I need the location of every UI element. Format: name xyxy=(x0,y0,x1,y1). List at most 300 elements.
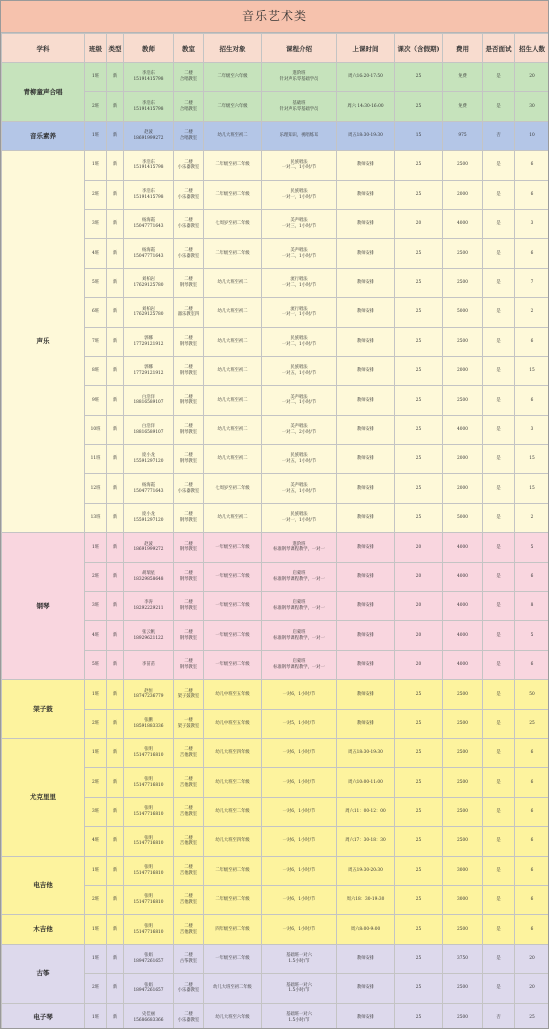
fee-cell: 4000 xyxy=(443,533,483,562)
class-cell: 12班 xyxy=(85,474,107,503)
type-cell: 新 xyxy=(107,268,124,297)
teacher-cell-line: 17729121912 xyxy=(133,371,164,377)
time-cell: 教师安排 xyxy=(337,180,395,209)
time-cell: 教师安排 xyxy=(337,327,395,356)
room-cell xyxy=(174,797,204,826)
teacher-cell-line: 赵波 xyxy=(144,130,153,136)
fee-cell: 2500 xyxy=(443,738,483,767)
intro-cell-line: 基础班一对六 xyxy=(286,982,312,988)
column-header-subject: 学科 xyxy=(2,34,85,63)
room-cell xyxy=(174,268,204,297)
room-cell xyxy=(174,827,204,856)
fee-cell: 2500 xyxy=(443,239,483,268)
type-cell: 新 xyxy=(107,239,124,268)
time-cell: 教师安排 xyxy=(337,533,395,562)
teacher-cell-line: 15147716810 xyxy=(133,841,164,847)
table-row xyxy=(2,856,550,885)
room-cell-line: 钢琴教室 xyxy=(179,341,198,347)
quota-cell: 20 xyxy=(515,63,550,92)
fee-cell: 2500 xyxy=(443,827,483,856)
teacher-cell-line: 17729121912 xyxy=(133,341,164,347)
teacher-cell-line: 张明 xyxy=(144,894,153,900)
teacher-cell-line: 赵波 xyxy=(144,541,153,547)
time-cell: 教师安排 xyxy=(337,592,395,621)
type-cell: 新 xyxy=(107,592,124,621)
quota-cell: 20 xyxy=(515,944,550,973)
count-cell: 20 xyxy=(395,209,443,238)
room-cell-line: 吉他教室 xyxy=(179,782,198,788)
type-cell: 新 xyxy=(107,63,124,92)
room-cell-line: 合唱教室 xyxy=(179,106,198,112)
count-cell: 20 xyxy=(395,562,443,591)
teacher-cell-line: 张明 xyxy=(144,776,153,782)
teacher-cell-line: 18929621122 xyxy=(133,635,164,641)
room-cell xyxy=(174,650,204,679)
intro-cell xyxy=(262,327,337,356)
time-cell: 周六16:20-17:50 xyxy=(337,63,395,92)
room-cell xyxy=(174,151,204,180)
room-cell-line: 器乐教室四 xyxy=(177,312,200,318)
interview-cell: 是 xyxy=(483,915,515,944)
class-cell: 8班 xyxy=(85,356,107,385)
table-row xyxy=(2,327,550,356)
table-body xyxy=(2,63,550,1030)
teacher-cell xyxy=(124,680,174,709)
quota-cell: 6 xyxy=(515,885,550,914)
room-cell-line: 二楼 xyxy=(184,100,193,106)
teacher-cell xyxy=(124,856,174,885)
time-cell: 教师安排 xyxy=(337,562,395,591)
class-cell: 2班 xyxy=(85,709,107,738)
teacher-cell xyxy=(124,298,174,327)
type-cell: 新 xyxy=(107,327,124,356)
column-header-time: 上课时间 xyxy=(337,34,395,63)
class-cell: 1班 xyxy=(85,533,107,562)
room-cell-line: 小乐器教室 xyxy=(177,253,200,259)
time-cell: 教师安排 xyxy=(337,474,395,503)
fee-cell: 2500 xyxy=(443,709,483,738)
intro-cell-line: 流行唱法 xyxy=(290,306,308,312)
quota-cell: 15 xyxy=(515,474,550,503)
table-row xyxy=(2,944,550,973)
interview-cell: 否 xyxy=(483,1003,515,1029)
teacher-cell-line: 庞小龙 xyxy=(142,453,155,459)
column-header-interview: 是否面试 xyxy=(483,34,515,63)
subject-cell: 古筝 xyxy=(2,944,85,1003)
room-cell-line: 二楼 xyxy=(184,335,193,341)
interview-cell: 是 xyxy=(483,562,515,591)
room-cell xyxy=(174,621,204,650)
class-cell: 5班 xyxy=(85,650,107,679)
time-cell: 周六10:00-11:00 xyxy=(337,768,395,797)
table-row xyxy=(2,180,550,209)
interview-cell: 是 xyxy=(483,445,515,474)
fee-cell: 3000 xyxy=(443,885,483,914)
type-cell: 新 xyxy=(107,415,124,444)
count-cell: 25 xyxy=(395,327,443,356)
subject-cell: 声乐 xyxy=(2,151,85,533)
target-cell: 幼儿大班至二年级 xyxy=(204,768,262,797)
intro-cell-line: 一对6，1小时/节 xyxy=(282,779,316,785)
count-cell: 25 xyxy=(395,239,443,268)
teacher-cell xyxy=(124,621,174,650)
room-cell xyxy=(174,533,204,562)
fee-cell: 免费 xyxy=(443,92,483,121)
teacher-cell xyxy=(124,533,174,562)
teacher-cell-line: 17629125780 xyxy=(133,312,164,318)
intro-cell xyxy=(262,180,337,209)
teacher-cell xyxy=(124,797,174,826)
quota-cell: 6 xyxy=(515,151,550,180)
room-cell-line: 小乐器教室 xyxy=(177,1017,200,1023)
intro-cell xyxy=(262,1003,337,1029)
type-cell: 新 xyxy=(107,621,124,650)
target-cell: 二年级至六年级 xyxy=(204,63,262,92)
intro-cell xyxy=(262,121,337,150)
room-cell-line: 二楼 xyxy=(184,394,193,400)
teacher-cell-line: 李涛 xyxy=(144,600,153,606)
intro-cell-line: 一对一，1小时/节 xyxy=(281,518,317,524)
teacher-cell-line: 18329858648 xyxy=(133,576,164,582)
fee-cell: 3750 xyxy=(443,944,483,973)
intro-cell-line: 民族唱法 xyxy=(290,512,308,518)
intro-cell-line: 流行唱法 xyxy=(290,277,308,283)
room-cell xyxy=(174,239,204,268)
count-cell: 25 xyxy=(395,356,443,385)
teacher-cell-line: 张娟 xyxy=(144,953,153,959)
room-cell-line: 二楼 xyxy=(184,130,193,136)
subject-cell: 电子琴 xyxy=(2,1003,85,1029)
teacher-cell-line: 18947261657 xyxy=(133,958,164,964)
room-cell-line: 二楼 xyxy=(184,982,193,988)
class-cell: 2班 xyxy=(85,92,107,121)
table-row xyxy=(2,121,550,150)
table-row xyxy=(2,415,550,444)
room-cell-line: 一楼 xyxy=(184,717,193,723)
fee-cell: 4000 xyxy=(443,621,483,650)
type-cell: 新 xyxy=(107,1003,124,1029)
target-cell: 七周岁至初二年级 xyxy=(204,474,262,503)
target-cell: 一年级至初二年级 xyxy=(204,944,262,973)
interview-cell: 是 xyxy=(483,415,515,444)
teacher-cell xyxy=(124,445,174,474)
room-cell-line: 吉他教室 xyxy=(179,929,198,935)
intro-cell-line: 一对6，1小时/节 xyxy=(282,897,316,903)
teacher-cell-line: 李浩东 xyxy=(142,71,155,77)
table-row xyxy=(2,239,550,268)
intro-cell xyxy=(262,827,337,856)
quota-cell: 5 xyxy=(515,533,550,562)
fee-cell: 2000 xyxy=(443,445,483,474)
fee-cell: 4000 xyxy=(443,415,483,444)
time-cell: 教师安排 xyxy=(337,944,395,973)
room-cell-line: 钢琴教室 xyxy=(179,459,198,465)
fee-cell: 4000 xyxy=(443,209,483,238)
teacher-cell xyxy=(124,827,174,856)
column-header-intro: 课程介绍 xyxy=(262,34,337,63)
teacher-cell-line: 张云帆 xyxy=(142,629,155,635)
target-cell: 幼儿大班至四年级 xyxy=(204,738,262,767)
intro-cell-line: 一对二，1小时/节 xyxy=(281,400,317,406)
teacher-cell-line: 庞小龙 xyxy=(142,512,155,518)
room-cell-line: 二楼 xyxy=(184,953,193,959)
type-cell: 新 xyxy=(107,944,124,973)
type-cell: 新 xyxy=(107,709,124,738)
interview-cell: 是 xyxy=(483,885,515,914)
room-cell-line: 二楼 xyxy=(184,218,193,224)
room-cell xyxy=(174,445,204,474)
teacher-cell-line: 15147716810 xyxy=(133,929,164,935)
intro-cell xyxy=(262,151,337,180)
teacher-cell xyxy=(124,974,174,1003)
table-row xyxy=(2,768,550,797)
fee-cell: 2000 xyxy=(443,180,483,209)
type-cell: 新 xyxy=(107,298,124,327)
target-cell: 二年级至六年级 xyxy=(204,92,262,121)
intro-cell xyxy=(262,680,337,709)
target-cell: 二年级至初二年级 xyxy=(204,180,262,209)
intro-cell xyxy=(262,415,337,444)
count-cell: 25 xyxy=(395,503,443,532)
intro-cell-line: 一对二，2小时/节 xyxy=(281,429,317,435)
table-row xyxy=(2,974,550,1003)
room-cell-line: 二楼 xyxy=(184,247,193,253)
time-cell: 教师安排 xyxy=(337,709,395,738)
target-cell: 幼儿中班至五年级 xyxy=(204,680,262,709)
time-cell: 周六17：30-18：30 xyxy=(337,827,395,856)
interview-cell: 是 xyxy=(483,680,515,709)
target-cell: 幼儿大班至六年级 xyxy=(204,1003,262,1029)
class-cell: 1班 xyxy=(85,915,107,944)
fee-cell: 4000 xyxy=(443,650,483,679)
intro-cell-line: 一对二，1小时/节 xyxy=(281,253,317,259)
teacher-cell-line: 18292229211 xyxy=(133,606,164,612)
teacher-cell-line: 张明 xyxy=(144,806,153,812)
type-cell: 新 xyxy=(107,180,124,209)
time-cell: 周六18：30-19:30 xyxy=(337,885,395,914)
quota-cell: 6 xyxy=(515,386,550,415)
count-cell: 25 xyxy=(395,445,443,474)
room-cell-line: 架子鼓教室 xyxy=(177,694,200,700)
count-cell: 20 xyxy=(395,533,443,562)
class-cell: 1班 xyxy=(85,63,107,92)
room-cell-line: 二楼 xyxy=(184,424,193,430)
room-cell-line: 二楼 xyxy=(184,894,193,900)
subject-cell: 木吉他 xyxy=(2,915,85,944)
quota-cell: 25 xyxy=(515,1003,550,1029)
interview-cell: 是 xyxy=(483,209,515,238)
interview-cell: 是 xyxy=(483,327,515,356)
quota-cell: 20 xyxy=(515,974,550,1003)
intro-cell-line: 基础班 xyxy=(292,100,306,106)
table-row xyxy=(2,268,550,297)
room-cell-line: 钢琴教室 xyxy=(179,547,198,553)
room-cell xyxy=(174,944,204,973)
intro-cell-line: 一对五，1小时/节 xyxy=(281,459,317,465)
target-cell: 七周岁至初二年级 xyxy=(204,209,262,238)
page-title: 音乐艺术类 xyxy=(1,1,548,33)
room-cell-line: 钢琴教室 xyxy=(179,282,198,288)
fee-cell: 2500 xyxy=(443,151,483,180)
subject-cell: 音乐素养 xyxy=(2,121,85,150)
teacher-cell xyxy=(124,209,174,238)
table-row xyxy=(2,827,550,856)
teacher-cell-line: 15686683366 xyxy=(133,1017,164,1023)
interview-cell: 是 xyxy=(483,503,515,532)
class-cell: 1班 xyxy=(85,680,107,709)
intro-cell xyxy=(262,709,337,738)
count-cell: 25 xyxy=(395,885,443,914)
type-cell: 新 xyxy=(107,151,124,180)
teacher-cell-line: 李苗苗 xyxy=(142,662,155,668)
teacher-cell-line: 15047771643 xyxy=(133,224,164,230)
teacher-cell-line: 15147716810 xyxy=(133,753,164,759)
fee-cell: 2000 xyxy=(443,356,483,385)
room-cell xyxy=(174,474,204,503)
teacher-cell-line: 15591297120 xyxy=(133,518,164,524)
table-row xyxy=(2,209,550,238)
type-cell: 新 xyxy=(107,503,124,532)
interview-cell: 是 xyxy=(483,944,515,973)
teacher-cell-line: 杨海霞 xyxy=(142,482,155,488)
room-cell-line: 二楼 xyxy=(184,600,193,606)
target-cell: 二年级至初二年级 xyxy=(204,885,262,914)
time-cell: 教师安排 xyxy=(337,268,395,297)
room-cell xyxy=(174,503,204,532)
target-cell: 幼儿大班至初二 xyxy=(204,356,262,385)
target-cell: 一年级至初二年级 xyxy=(204,621,262,650)
count-cell: 25 xyxy=(395,298,443,327)
room-cell-line: 小乐器教室 xyxy=(177,194,200,200)
fee-cell: 2500 xyxy=(443,768,483,797)
class-cell: 4班 xyxy=(85,621,107,650)
intro-cell-line: 启蒙班 xyxy=(292,571,306,577)
intro-cell-line: 一对三，1小时/节 xyxy=(281,224,317,230)
teacher-cell-line: 李浩东 xyxy=(142,188,155,194)
teacher-cell-line: 张明 xyxy=(144,747,153,753)
type-cell: 新 xyxy=(107,209,124,238)
count-cell: 25 xyxy=(395,63,443,92)
room-cell-line: 二楼 xyxy=(184,71,193,77)
type-cell: 新 xyxy=(107,445,124,474)
table-row xyxy=(2,621,550,650)
room-cell-line: 二楼 xyxy=(184,541,193,547)
interview-cell: 是 xyxy=(483,298,515,327)
teacher-cell xyxy=(124,268,174,297)
intro-cell xyxy=(262,268,337,297)
teacher-cell-line: 15147716810 xyxy=(133,900,164,906)
teacher-cell xyxy=(124,63,174,92)
subject-cell: 青柳童声合唱 xyxy=(2,63,85,122)
table-row xyxy=(2,562,550,591)
class-cell: 6班 xyxy=(85,298,107,327)
class-cell: 1班 xyxy=(85,151,107,180)
column-header-type: 类型 xyxy=(107,34,124,63)
room-cell-line: 二楼 xyxy=(184,365,193,371)
room-cell xyxy=(174,63,204,92)
teacher-cell xyxy=(124,239,174,268)
room-cell-line: 钢琴教室 xyxy=(179,400,198,406)
quota-cell: 6 xyxy=(515,768,550,797)
teacher-cell-line: 15191415798 xyxy=(133,194,164,200)
time-cell: 教师安排 xyxy=(337,386,395,415)
intro-cell xyxy=(262,562,337,591)
intro-cell-line: 進阶班 xyxy=(292,541,306,547)
class-cell: 2班 xyxy=(85,885,107,914)
teacher-cell xyxy=(124,474,174,503)
class-cell: 4班 xyxy=(85,827,107,856)
intro-cell xyxy=(262,474,337,503)
intro-cell-line: 進阶班 xyxy=(292,71,306,77)
target-cell: 二年级至初二年级 xyxy=(204,856,262,885)
intro-cell xyxy=(262,856,337,885)
intro-cell-line: 标准钢琴课程教学，一对一 xyxy=(273,606,325,612)
fee-cell: 5000 xyxy=(443,503,483,532)
room-cell-line: 钢琴教室 xyxy=(179,635,198,641)
count-cell: 25 xyxy=(395,180,443,209)
quota-cell: 30 xyxy=(515,92,550,121)
class-cell: 1班 xyxy=(85,1003,107,1029)
intro-cell-line: 启蒙班 xyxy=(292,659,306,665)
count-cell: 25 xyxy=(395,768,443,797)
intro-cell-line: 针对声乐零基础学员 xyxy=(279,106,319,112)
room-cell-line: 钢琴教室 xyxy=(179,429,198,435)
intro-cell-line: 民族唱法 xyxy=(290,335,308,341)
time-cell: 教师安排 xyxy=(337,415,395,444)
interview-cell: 是 xyxy=(483,239,515,268)
teacher-cell-line: 15047771643 xyxy=(133,253,164,259)
room-cell-line: 二楼 xyxy=(184,776,193,782)
room-cell-line: 钢琴教室 xyxy=(179,518,198,524)
subject-cell: 钢琴 xyxy=(2,533,85,680)
teacher-cell-line: 15147716810 xyxy=(133,870,164,876)
quota-cell: 2 xyxy=(515,503,550,532)
table-row xyxy=(2,709,550,738)
intro-cell-line: 标准钢琴课程教学，一对一 xyxy=(273,665,325,670)
target-cell: 幼儿大班至初二 xyxy=(204,268,262,297)
interview-cell: 否 xyxy=(483,121,515,150)
teacher-cell xyxy=(124,356,174,385)
class-cell: 2班 xyxy=(85,768,107,797)
room-cell-line: 小乐器教室 xyxy=(177,488,200,494)
type-cell: 新 xyxy=(107,856,124,885)
target-cell: 四年级至初二年级 xyxy=(204,915,262,944)
count-cell: 25 xyxy=(395,386,443,415)
count-cell: 25 xyxy=(395,709,443,738)
count-cell: 25 xyxy=(395,92,443,121)
interview-cell: 是 xyxy=(483,474,515,503)
fee-cell: 2500 xyxy=(443,1003,483,1029)
room-cell-line: 二楼 xyxy=(184,747,193,753)
teacher-cell xyxy=(124,738,174,767)
class-cell: 10班 xyxy=(85,415,107,444)
count-cell: 20 xyxy=(395,592,443,621)
teacher-cell-line: 18691999272 xyxy=(133,135,164,141)
target-cell: 一年级至初二年级 xyxy=(204,533,262,562)
type-cell: 新 xyxy=(107,768,124,797)
intro-cell-line: 美声唱法 xyxy=(290,482,308,488)
class-cell: 13班 xyxy=(85,503,107,532)
target-cell: 幼儿大班至二年级 xyxy=(204,797,262,826)
room-cell-line: 二楼 xyxy=(184,688,193,694)
class-cell: 7班 xyxy=(85,327,107,356)
room-cell-line: 合唱教室 xyxy=(179,135,198,141)
column-header-class: 班级 xyxy=(85,34,107,63)
room-cell-line: 二楼 xyxy=(184,306,193,312)
time-cell: 教师安排 xyxy=(337,151,395,180)
intro-cell-line: 美声唱法 xyxy=(290,247,308,253)
type-cell: 新 xyxy=(107,474,124,503)
